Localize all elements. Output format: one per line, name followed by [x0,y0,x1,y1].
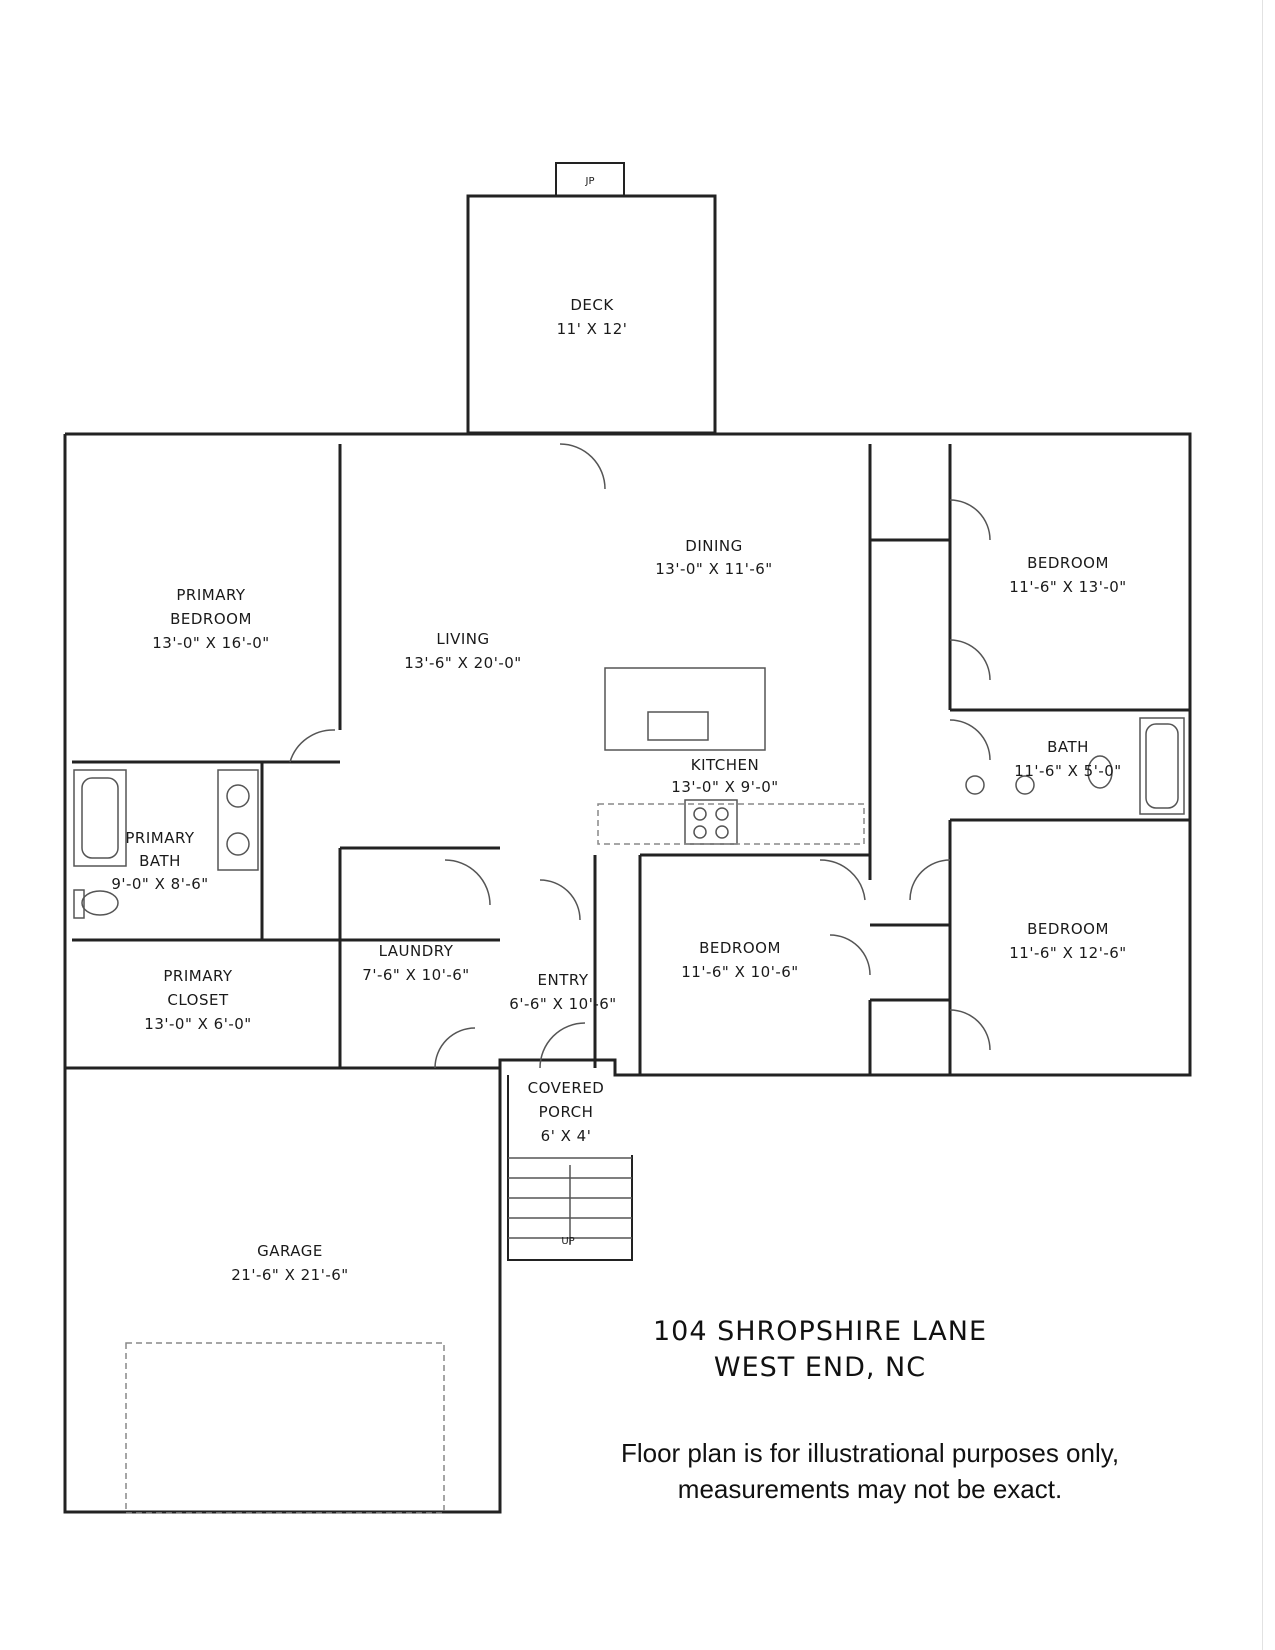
porch-name2: PORCH [538,1103,594,1121]
scan-edge [1262,0,1263,1650]
bedroom-se-dims: 11'-6" X 12'-6" [1009,944,1127,962]
kitchen-island [605,668,765,750]
porch-dims: 6' X 4' [540,1127,592,1145]
living-name: LIVING [436,630,490,648]
bedroom-se-name: BEDROOM [1027,920,1109,938]
bath-dims: 11'-6" X 5'-0" [1014,762,1122,780]
kitchen-sink [648,712,708,740]
primary-closet-name2: CLOSET [167,991,229,1009]
room-labels [111,176,1126,1284]
garage-door [126,1343,444,1513]
primary-bedroom-name1: PRIMARY [176,586,246,604]
kitchen-name: KITCHEN [690,756,760,774]
bedroom-mid-name: BEDROOM [699,939,781,957]
porch-name1: COVERED [527,1079,605,1097]
jp-mark: JP [585,176,595,187]
bedroom-ne-name: BEDROOM [1027,554,1109,572]
garage-wall [65,1060,500,1512]
primary-bath-name2: BATH [139,852,181,870]
entry-dims: 6'-6" X 10'-6" [509,995,617,1013]
deck-dims: 11' X 12' [556,320,628,338]
address-line1: 104 SHROPSHIRE LANE [652,1316,988,1347]
primary-closet-name1: PRIMARY [163,967,233,985]
laundry-name: LAUNDRY [378,942,454,960]
house-outer-wall [65,434,1190,1075]
primary-bedroom-name2: BEDROOM [170,610,252,628]
address-line2: WEST END, NC [713,1352,927,1383]
deck-name: DECK [570,296,614,314]
primary-bath-name1: PRIMARY [125,829,195,847]
stove [685,800,737,844]
primary-bedroom-dims: 13'-0" X 16'-0" [152,634,270,652]
primary-closet-dims: 13'-0" X 6'-0" [144,1015,252,1033]
bedroom-ne-dims: 11'-6" X 13'-0" [1009,578,1127,596]
bath-name: BATH [1047,738,1089,756]
living-dims: 13'-6" X 20'-0" [404,654,522,672]
disclaimer-line2: measurements may not be exact. [677,1474,1063,1504]
primary-bath-dims: 9'-0" X 8'-6" [111,875,209,893]
disclaimer-line1: Floor plan is for illustrational purposes only, [620,1438,1120,1468]
garage-dims: 21'-6" X 21'-6" [231,1266,349,1284]
bedroom-mid-dims: 11'-6" X 10'-6" [681,963,799,981]
walls [65,163,1190,1512]
dining-dims: 13'-0" X 11'-6" [655,560,773,578]
deck-outline [468,196,715,433]
kitchen-dims: 13'-0" X 9'-0" [671,778,779,796]
stairs-up-mark: UP [561,1236,575,1247]
garage-name: GARAGE [257,1242,323,1260]
laundry-dims: 7'-6" X 10'-6" [362,966,470,984]
dining-name: DINING [685,537,743,555]
entry-name: ENTRY [537,971,589,989]
